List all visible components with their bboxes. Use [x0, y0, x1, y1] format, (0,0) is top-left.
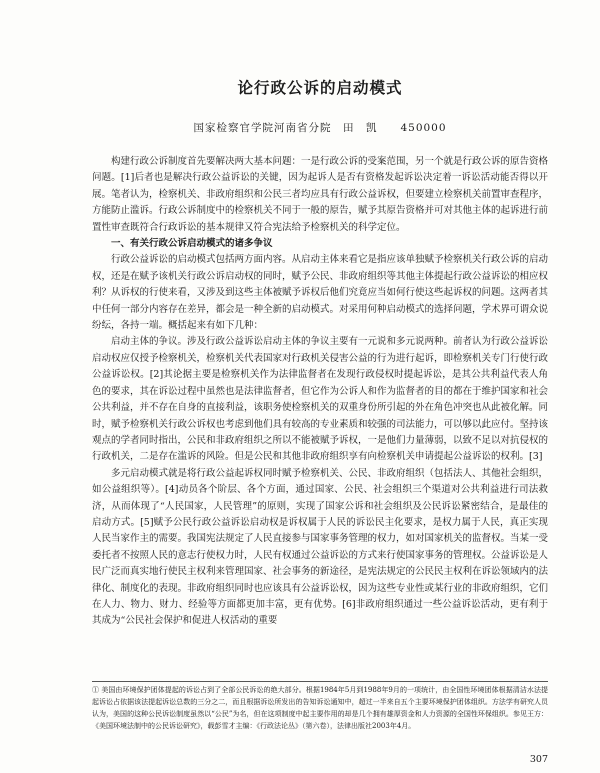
- article-body: [92, 154, 548, 630]
- paragraph: 多元启动模式就是将行政公益起诉权同时赋予检察机关、公民、非政府组织（包括法人、其他社会组织，如公益组织等）。[4]动员各个阶层、各个方面，通过国家、公民、社会组织三个渠道对公共利益进行司法救济，从而体现了“人民国家，人民管理”的原则，实现了国家公诉和社会组织及公民诉讼紧密结合，是最佳的启动方式。[5]赋予公民行政公益诉讼启动权是诉权属于人民的诉讼民主化要求，是权力属于人民，真正实现人民当家作主的需要。我国宪法规定了人民直接参与国家事务管理的权力，如对国家机关的监督权。当某一受委托者不按照人民的意志行使权力时，人民有权通过公益诉讼的方式来行使国家事务的管理权。公益诉讼是人民广泛而真实地行使民主权利来管理国家、社会事务的新途径，是宪法规定的公民民主权利在诉讼领域内的法律化、制度化的表现。非政府组织同时也应该具有公益诉讼权，因为这些专业性或某行业的非政府组织，它们在人力、物力、财力、经验等方面都更加丰富，更有优势。[6]非政府组织通过一些公益诉讼活动，更有利于其成为“公民社会保护和促进人权活动的重要: [92, 467, 549, 627]
- author-line: 国家检察官学院河南省分院 田 凯 450000: [193, 122, 447, 134]
- paragraph-intro: 构建行政公诉制度首先要解决两大基本问题：一是行政公诉的受案范围，另一个就是行政公诉的原告资格问题。[1]后者也是解决行政公益诉讼的关键，因为起诉人是否有资格发起诉讼决定着一诉讼活动能否得以开展。笔者认为，检察机关、非政府组织和公民三者均应具有行政公益诉权，但要建立检察机关前置审查程序，方能防止滥诉。行政公诉制度中的检察机关不同于一般的原告，赋予其原告资格并可对其他主体的起诉进行前置性审查既符合行政诉讼的基本规律又符合宪法给予检察机关的科学定位。: [92, 156, 549, 233]
- footnote-divider: [92, 681, 548, 682]
- section-heading: 一、有关行政公诉启动模式的诸多争议: [111, 238, 273, 250]
- paragraph: 启动主体的争议。涉及行政公益诉讼启动主体的争议主要有一元说和多元说两种。前者认为行政公益诉讼启动权应仅授予检察机关，检察机关代表国家对行政机关侵害公益的行为进行起诉，即检察机关专门行使行政公益诉讼权。[2]其论据主要是检察机关作为法律监督者在发现行政侵权时提起诉讼，是其公共利益代表人角色的要求，其在诉讼过程中虽然也是法律监督者，但它作为公诉人和作为监督者的目的都在于维护国家和社会公共利益，并不存在自身的直接利益，该职务使检察机关的双重身份所引起的外在角色冲突也从此被化解。同时，赋予检察机关行政公诉权也考虑到他们具有较高的专业素质和较强的司法能力，可以够以此应付。坚持该观点的学者同时指出，公民和非政府组织之所以不能被赋予诉权，一是他们力量薄弱，以致不足以对抗侵权的行政机关，二是存在滥诉的风险。但是公民和其他非政府组织享有向检察机关申请提起公益诉讼的权利。[3]: [92, 336, 549, 463]
- paragraph: 行政公益诉讼的启动模式包括两方面内容。从启动主体来看它是指应该单独赋予检察机关行政公诉的启动权，还是在赋予该机关行政公诉启动权的同时，赋予公民、非政府组织等其他主体提起行政公益诉讼的相应权利？从诉权的行使来看，又涉及到这些主体被赋予诉权后他们究竟应当如何行使这些起诉权的问题。这两者其中任何一部分内容存在差异，都会是一种全新的启动模式。对采用何种启动模式的选择问题，学术界可谓众说纷纭，各持一端。概括起来有如下几种：: [92, 254, 549, 332]
- paper-page: [92, 0, 548, 773]
- page-number: 307: [529, 754, 548, 765]
- article-title: 论行政公诉的启动模式: [237, 79, 403, 97]
- footnote: ① 美国由环境保护团体提起的诉讼占到了全部公民诉讼的绝大部分。根据1984年5月到1988年9月的一项统计，由全国性环境团体根据清洁水法提起诉讼占依据该法提起诉讼总数的三分之二，而且根据诉讼所发出的告知诉讼通知中，超过一半来自五个主要环境保护团体组织。方法学有研究人员认为，美国的这种公民诉讼制度虽然以“公民”为名，但在这项制度中起主要作用的却是几个拥有雄厚资金和人力资源的全国性环保组织。参见王方：《美国环境法制中的公民诉讼研究》，载彭雪才主编：《行政法论丛》（第六卷），法律出版社2003年4月。: [92, 686, 548, 730]
